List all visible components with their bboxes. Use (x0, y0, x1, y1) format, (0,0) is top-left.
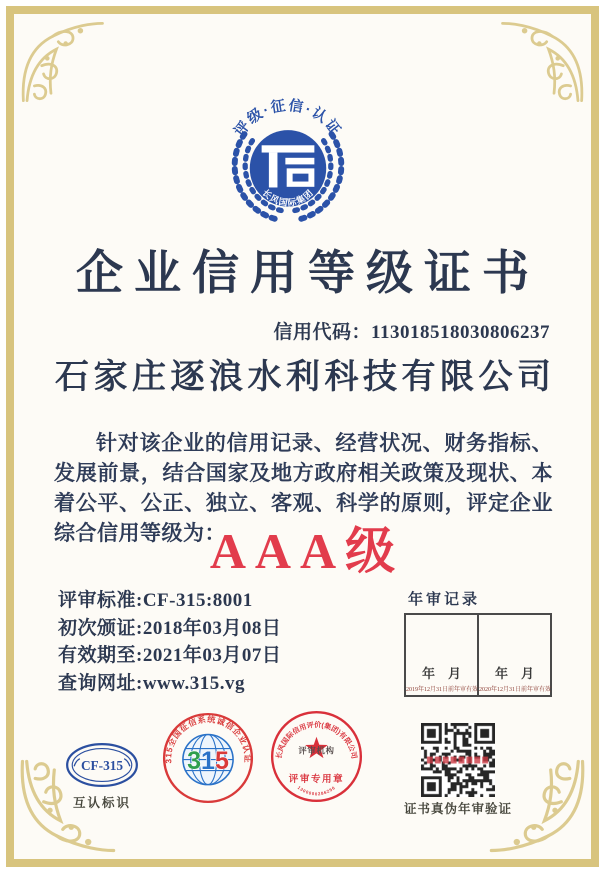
org-seal-bottom-text: 评审专用章 (288, 773, 345, 785)
globe-digits: 315 (187, 746, 229, 775)
year-month-label: 年 月 (421, 666, 461, 681)
cf315-label: 互认标识 (72, 796, 131, 810)
emblem-xin-glyph-hole (293, 174, 309, 182)
annual-review-title: 年审记录 (408, 592, 481, 608)
org-seal-serial-holder (297, 785, 337, 796)
credit-rating-emblem (222, 84, 354, 230)
year-month-label: 年 月 (494, 666, 534, 681)
detail-line-issued: 初次颁证:2018年03月08日 (58, 617, 282, 639)
detail-line-valid: 有效期至:2021年03月07日 (58, 645, 282, 666)
annual-review-cell-2 (479, 615, 550, 695)
detail-line-website: 查询网址:www.315.vg (58, 672, 245, 694)
credit-code: 信用代码：113018518030806237 (273, 322, 550, 343)
org-seal-overlay-text: 评审机构 (298, 745, 335, 756)
credit315-seal (161, 711, 255, 810)
certificate-details (58, 587, 281, 697)
annual-review-box (404, 613, 552, 697)
body-paragraph: 针对该企业的信用记录、经营状况、财务指标、发展前景，结合国家及地方政府相关政策及现状、本着公平、公正、独立、客观、科学的原则，评定企业综合信用等级为： (54, 431, 553, 545)
org-review-seal (269, 709, 364, 809)
emblem-arc-text: 评级·征信·认证 (231, 97, 345, 140)
org-seal-serial: 1300000286256 (296, 784, 337, 797)
annual-note: 2019年12月31日前年审有效 (406, 687, 479, 693)
annual-note: 2020年12月31日前年审有效 (479, 687, 552, 693)
detail-line-standard: 评审标准:CF-315:8001 (58, 590, 253, 611)
annual-review (404, 588, 552, 697)
certificate-title: 企业信用等级证书 (76, 248, 540, 300)
org-seal-ring-text: 长风国际信用评价(集团)有限公司 (274, 720, 359, 760)
company-name: 石家庄逐浪水利科技有限公司 (55, 358, 552, 396)
cf315-seal-text: CF-315 (80, 758, 124, 774)
qr-code (421, 723, 495, 797)
annual-review-cell-1 (406, 615, 479, 695)
credit315-ring-text: 315全国征信系统诚信企业认证 (164, 714, 252, 764)
rating-grade: AAA级 (209, 523, 405, 579)
qr-label: 证书真伪年审验证 (403, 802, 512, 816)
cf315-seal (64, 738, 140, 797)
emblem-bottom-text: 长风国际集团 (260, 187, 316, 208)
